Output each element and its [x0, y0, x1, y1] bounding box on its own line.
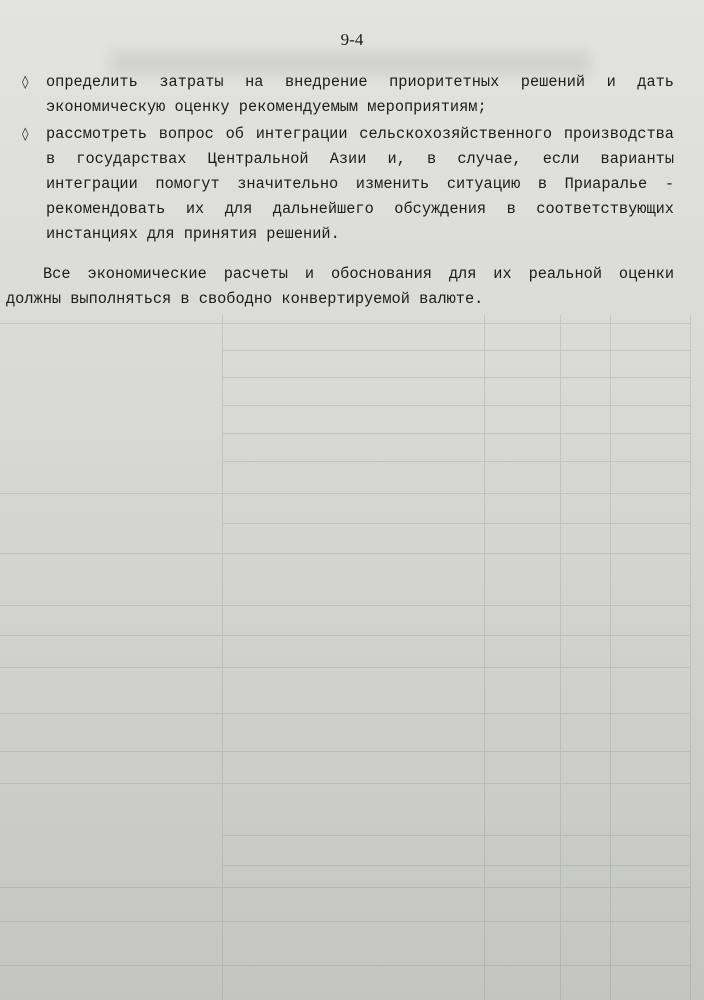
lozenge-bullet-icon: ◊	[22, 75, 29, 90]
bullet-text: рассмотреть вопрос об интеграции сельскохозяйственного производства в государствах Центральной Азии и, в случае, если варианты интеграции помогут значительно изменить ситуацию в Приаралье - рекомендовать их для дальнейшего обсуждения в соответствующих инстанциях для принятия решений.	[46, 125, 674, 243]
bleed-through-table	[0, 315, 704, 1000]
bullet-text: определить затраты на внедрение приоритетных решений и дать экономическую оценку рекомендуемым мероприятиям;	[46, 73, 674, 116]
page-number: 9-4	[340, 30, 364, 49]
lozenge-bullet-icon: ◊	[22, 127, 29, 142]
paragraph: Все экономические расчеты и обоснования для их реальной оценки должны выполняться в свободно конвертируемой валюте.	[6, 265, 674, 308]
